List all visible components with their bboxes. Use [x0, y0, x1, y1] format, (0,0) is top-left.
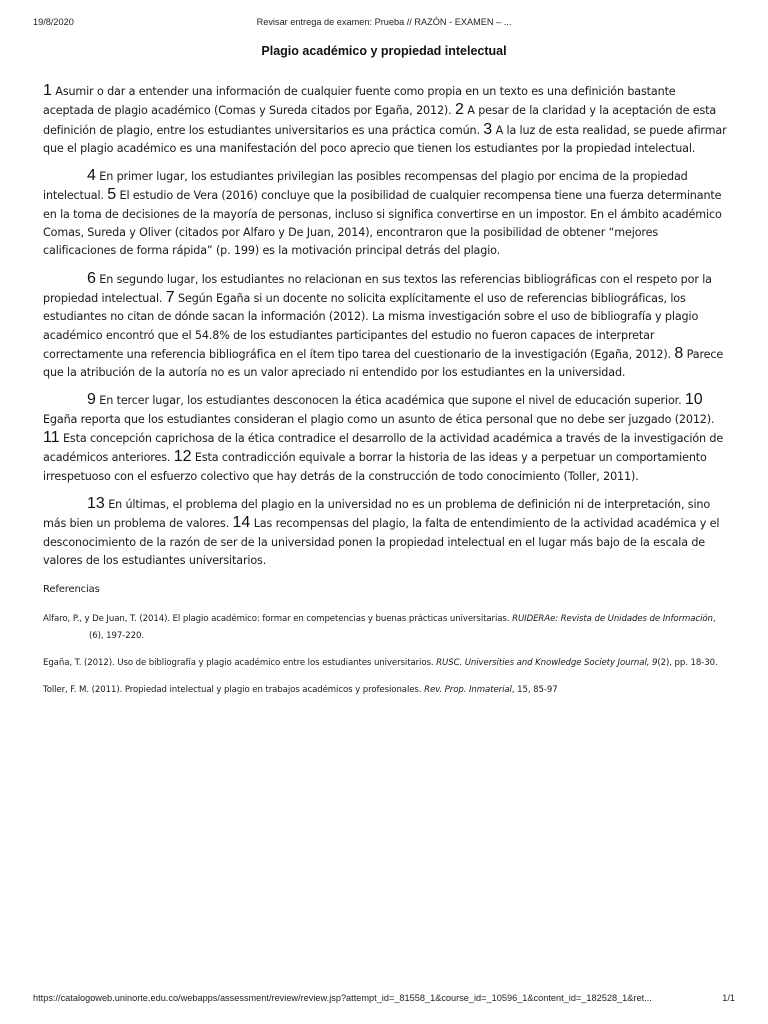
sentence-number: 6 [87, 269, 96, 287]
sentence-number: 8 [674, 344, 684, 362]
sentence-text: El estudio de Vera (2016) concluye que la posibilidad de cualquier recompensa tiene una fuerza determinante en la toma de decisiones de la mayoría de personas, incluso si significa convertirse en un impostor. En el ámbito académico Comas, Sureda y Oliver (citados por Alfaro y De Juan, 2014), encontraron que la posibilidad de obtener “mejores calificaciones de forma rápida” (p. 199) es la motivación principal detrás del plagio. [43, 189, 722, 258]
reference-entry [43, 682, 728, 699]
sentence-text: En tercer lugar, los estudiantes desconocen la ética académica que supone el nivel de educación superior. [95, 394, 685, 408]
sentence-text: En últimas, el problema del plagio en la universidad no es un problema de definición ni de interpretación, sino más bien un problema de valores. [43, 497, 711, 531]
sentence-number: 14 [232, 514, 251, 532]
page-url: https://catalogoweb.uninorte.edu.co/webapps/assessment/review/review.jsp?attempt_id=_81558_1&course_id=_10596_1&content_id=_182528_1&ret... [33, 993, 652, 1003]
paragraph-4 [43, 391, 728, 485]
print-footer [33, 993, 735, 1007]
references-heading: Referencias [43, 584, 100, 596]
paragraph-3 [43, 270, 728, 383]
sentence-text: En primer lugar, los estudiantes privilegian las posibles recompensas del plagio por encima de la propiedad intelectual. [43, 170, 688, 203]
reference-text: Alfaro, P., y De Juan, T. (2014). El plagio académico: formar en competencias y buenas prácticas universitarias. [43, 614, 513, 625]
essay-body [43, 82, 728, 709]
sentence-text: Asumir o dar a entender una información de cualquier fuente como propia en un texto es una definición bastante aceptada de plagio académico (Comas y Sureda citados por Egaña, 2012). [43, 85, 676, 118]
print-date: 19/8/2020 [33, 17, 74, 27]
print-page-title: Revisar entrega de examen: Prueba // RAZÓN - EXAMEN – ... [256, 17, 512, 27]
reference-entry [43, 655, 728, 672]
sentence-text: Esta concepción caprichosa de la ética contradice el desarrollo de la actividad académica a través de la investigación de académicos anteriores. [43, 432, 724, 465]
reference-journal: Rev. Prop. Inmaterial [424, 685, 512, 696]
sentence-number: 1 [43, 82, 52, 99]
reference-text: Egaña, T. (2012). Uso de bibliografía y plagio académico entre los estudiantes universitarios. [43, 658, 437, 669]
reference-tail: , (6), 197-220. [89, 614, 716, 642]
sentence-text: A la luz de esta realidad, se puede afirmar que el plagio académico es una manifestación del poco aprecio que tienen los estudiantes por la propiedad intelectual. [43, 123, 727, 155]
sentence-number: 12 [173, 448, 192, 466]
reference-entry [43, 611, 728, 645]
sentence-number: 3 [483, 120, 493, 138]
reference-tail: , 15, 85-97 [511, 685, 558, 696]
sentence-text: Esta contradicción equivale a borrar la historia de las ideas y a perpetuar un comportamiento irrespetuoso con el esfuerzo colectivo que hay detrás de la construcción de todo conocimiento (Toller, 2011). [43, 451, 707, 483]
sentence-number: 13 [87, 494, 105, 512]
sentence-number: 5 [107, 186, 117, 204]
paragraph-1 [43, 82, 728, 158]
paragraph-5 [43, 495, 728, 570]
document-title: Plagio académico y propiedad intelectual [261, 44, 507, 58]
sentence-number: 2 [454, 101, 464, 119]
paragraph-2 [43, 167, 728, 260]
reference-journal: RUIDERAe: Revista de Unidades de Información [512, 614, 713, 625]
sentence-number: 11 [43, 429, 60, 447]
reference-journal: RUSC. Universities and Knowledge Society Journal, 9 [436, 658, 658, 669]
reference-tail: (2), pp. 18-30. [657, 658, 718, 669]
sentence-number: 7 [165, 288, 175, 306]
sentence-text: Parece que la atribución de la autoría no es un valor apreciado ni entendido por los estudiantes en la universidad. [43, 347, 724, 380]
page-number: 1/1 [722, 993, 735, 1003]
sentence-number: 4 [87, 167, 96, 185]
sentence-number: 9 [87, 391, 96, 409]
print-header [33, 17, 735, 31]
sentence-text: Egaña reporta que los estudiantes consideran el plagio como un asunto de ética personal que no debe ser juzgado (2012). [43, 412, 715, 426]
reference-text: Toller, F. M. (2011). Propiedad intelectual y plagio en trabajos académicos y profesionales. [43, 685, 425, 696]
sentence-text: Según Egaña si un docente no solicita explícitamente el uso de referencias bibliográficas, los estudiantes no citan de dónde sacan la información (2012). La misma investigación sobre el uso de bibliografía y plagio académico encontró que el 54.8% de los estudiantes participantes del estudio no fueron capaces de interpretar correctamente una referencia bibliográfica en el ítem tipo tarea del cuestionario de la investigación (Egaña, 2012). [43, 291, 699, 361]
sentence-number: 10 [684, 391, 703, 409]
sentence-text: Las recompensas del plagio, la falta de entendimiento de la actividad académica y el desconocimiento de la razón de ser de la universidad ponen la propiedad intelectual en el lugar más bajo de la escala de valores de los estudiantes universitarios. [43, 517, 720, 567]
sentence-text: En segundo lugar, los estudiantes no relacionan en sus textos las referencias bibliográficas con el respeto por la propiedad intelectual. [43, 272, 712, 305]
sentence-text: A pesar de la claridad y la aceptación de esta definición de plagio, entre los estudiantes universitarios es una práctica común. [43, 104, 717, 137]
